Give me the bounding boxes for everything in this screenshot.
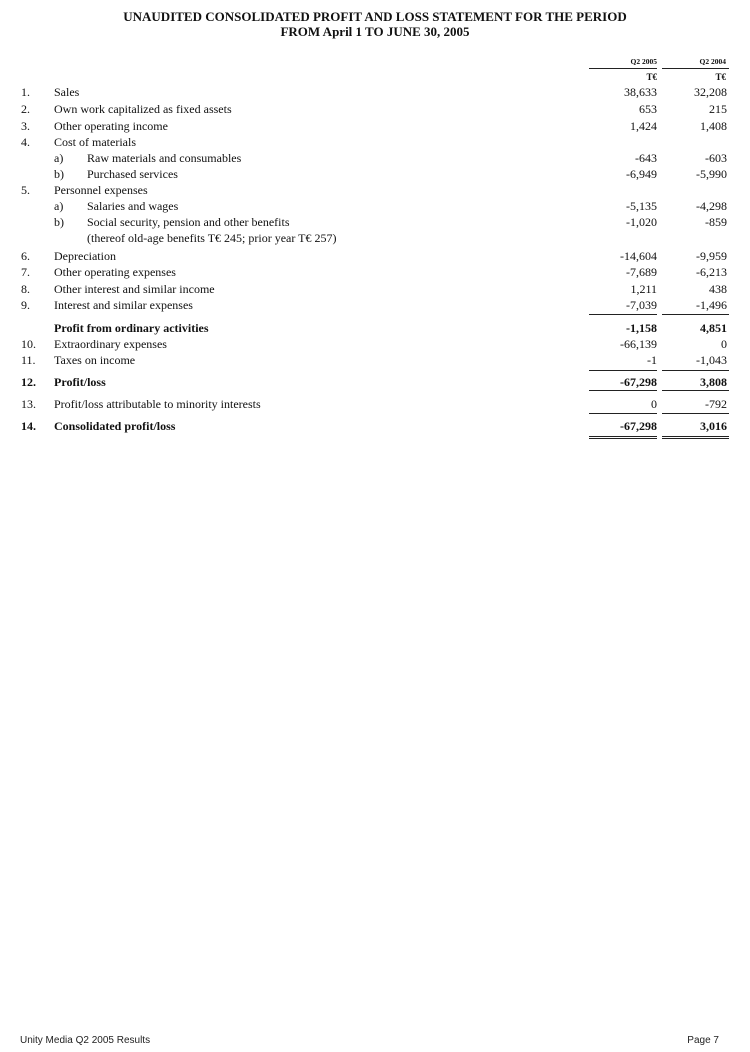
row-label: Profit from ordinary activities (54, 321, 209, 335)
row-sub-letter: b) (54, 215, 64, 229)
row-sub-letter: a) (54, 199, 64, 213)
statement-title-line-2: FROM April 1 TO JUNE 30, 2005 (280, 24, 470, 39)
value-q2-2005: -14,604 (620, 249, 657, 263)
statement-row (0, 230, 750, 246)
unit-label-q2-2004: T€ (715, 72, 726, 82)
row-label: Cost of materials (54, 135, 136, 149)
rule-above-profit-ordinary-col2 (662, 314, 729, 315)
value-q2-2004: -1,496 (696, 298, 727, 312)
value-q2-2005: -67,298 (620, 375, 657, 389)
statement-row (0, 374, 750, 390)
row-label: (thereof old-age benefits T€ 245; prior year T€ 257) (87, 231, 337, 245)
rule-below-consolidated-2-col2 (662, 438, 729, 439)
statement-row (0, 352, 750, 368)
footer-report-name: Unity Media Q2 2005 Results (20, 1035, 151, 1046)
statement-row (0, 150, 750, 166)
row-label: Salaries and wages (87, 199, 179, 213)
value-q2-2005: -5,135 (626, 199, 657, 213)
column-header-underline-2 (662, 68, 729, 69)
value-q2-2004: 438 (709, 282, 727, 296)
row-label: Profit/loss (54, 375, 106, 389)
value-q2-2005: 1,424 (630, 119, 657, 133)
value-q2-2004: 3,808 (700, 375, 727, 389)
row-label: Social security, pension and other benefits (87, 215, 290, 229)
value-q2-2005: -66,139 (620, 337, 657, 351)
row-label: Taxes on income (54, 353, 136, 367)
value-q2-2004: -1,043 (696, 353, 727, 367)
row-label: Sales (54, 85, 80, 99)
value-q2-2005: -67,298 (620, 419, 657, 433)
statement-row (0, 134, 750, 150)
row-number: 4. (21, 135, 30, 149)
row-number: 2. (21, 102, 30, 116)
value-q2-2005: -1,158 (626, 321, 657, 335)
row-label: Purchased services (87, 167, 178, 181)
value-q2-2004: -4,298 (696, 199, 727, 213)
statement-row (0, 84, 750, 100)
row-label: Raw materials and consumables (87, 151, 242, 165)
row-number: 5. (21, 183, 30, 197)
value-q2-2004: -792 (705, 397, 727, 411)
statement-row (0, 281, 750, 297)
statement-row (0, 320, 750, 336)
row-label: Extraordinary expenses (54, 337, 167, 351)
rule-above-consolidated-col1 (589, 413, 657, 414)
value-q2-2005: 38,633 (624, 85, 657, 99)
column-header-q2-2004: Q2 2004 (699, 57, 726, 66)
rule-above-profit-ordinary-col1 (589, 314, 657, 315)
column-header-q2-2005: Q2 2005 (630, 57, 657, 66)
statement-row (0, 264, 750, 280)
value-q2-2004: -6,213 (696, 265, 727, 279)
footer-page-number: Page 7 (687, 1035, 719, 1046)
row-sub-letter: a) (54, 151, 64, 165)
statement-row (0, 101, 750, 117)
value-q2-2004: 4,851 (700, 321, 727, 335)
row-label: Personnel expenses (54, 183, 148, 197)
row-number: 3. (21, 119, 30, 133)
value-q2-2005: 653 (639, 102, 657, 116)
rule-below-profit-loss-col1 (589, 390, 657, 391)
row-label: Profit/loss attributable to minority interests (54, 397, 261, 411)
rule-above-consolidated-col2 (662, 413, 729, 414)
rule-above-profit-loss-col1 (589, 370, 657, 371)
row-label: Other operating expenses (54, 265, 176, 279)
value-q2-2004: 1,408 (700, 119, 727, 133)
unit-label-q2-2005: T€ (646, 72, 657, 82)
value-q2-2005: -1 (647, 353, 657, 367)
value-q2-2005: -7,039 (626, 298, 657, 312)
row-number: 8. (21, 282, 30, 296)
value-q2-2004: 215 (709, 102, 727, 116)
statement-row (0, 336, 750, 352)
row-label: Own work capitalized as fixed assets (54, 102, 232, 116)
row-label: Interest and similar expenses (54, 298, 193, 312)
row-number: 10. (21, 337, 36, 351)
row-sub-letter: b) (54, 167, 64, 181)
row-number: 7. (21, 265, 30, 279)
value-q2-2005: 1,211 (630, 282, 657, 296)
row-number: 12. (21, 375, 36, 389)
value-q2-2005: -643 (635, 151, 657, 165)
rule-below-profit-loss-col2 (662, 390, 729, 391)
statement-row (0, 198, 750, 214)
statement-row (0, 396, 750, 412)
statement-title-line-1: UNAUDITED CONSOLIDATED PROFIT AND LOSS STATEMENT FOR THE PERIOD (123, 9, 627, 24)
row-number: 14. (21, 419, 36, 433)
value-q2-2004: 0 (721, 337, 727, 351)
rule-below-consolidated-1-col2 (662, 436, 729, 437)
value-q2-2004: 32,208 (694, 85, 727, 99)
statement-row (0, 166, 750, 182)
column-header-underline-1 (589, 68, 657, 69)
value-q2-2004: -5,990 (696, 167, 727, 181)
value-q2-2004: -603 (705, 151, 727, 165)
rule-below-consolidated-1-col1 (589, 436, 657, 437)
row-label: Depreciation (54, 249, 116, 263)
row-number: 9. (21, 298, 30, 312)
rule-below-consolidated-2-col1 (589, 438, 657, 439)
value-q2-2005: 0 (651, 397, 657, 411)
row-number: 6. (21, 249, 30, 263)
statement-row (0, 214, 750, 230)
statement-row (0, 248, 750, 264)
statement-row (0, 182, 750, 198)
row-number: 13. (21, 397, 36, 411)
value-q2-2004: -9,959 (696, 249, 727, 263)
row-number: 1. (21, 85, 30, 99)
row-label: Other operating income (54, 119, 168, 133)
value-q2-2004: 3,016 (700, 419, 727, 433)
value-q2-2005: -6,949 (626, 167, 657, 181)
row-number: 11. (21, 353, 36, 367)
value-q2-2005: -7,689 (626, 265, 657, 279)
statement-row (0, 418, 750, 434)
statement-row (0, 118, 750, 134)
statement-row (0, 297, 750, 313)
rule-above-profit-loss-col2 (662, 370, 729, 371)
value-q2-2004: -859 (705, 215, 727, 229)
value-q2-2005: -1,020 (626, 215, 657, 229)
row-label: Other interest and similar income (54, 282, 215, 296)
row-label: Consolidated profit/loss (54, 419, 176, 433)
